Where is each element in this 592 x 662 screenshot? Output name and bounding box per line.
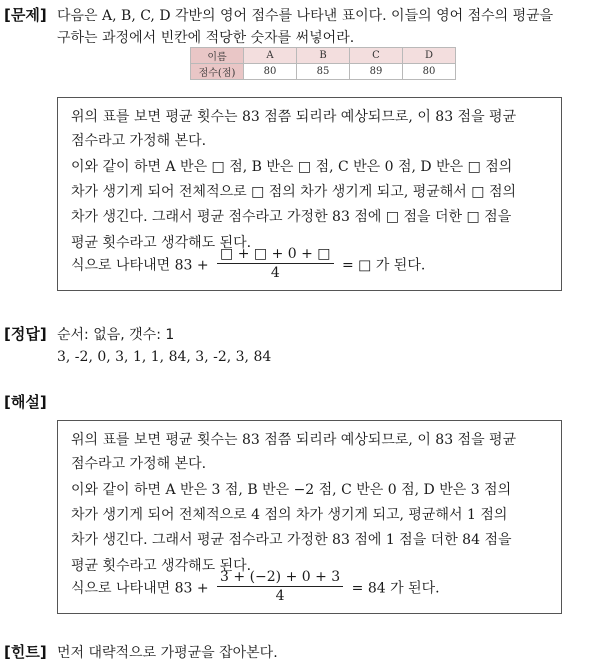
table-row-label: 점수(점) bbox=[191, 64, 244, 80]
explanation-box-line-3: 이와 같이 하면 A 반은 3 점, B 반은 −2 점, C 반은 0 점, D 반은 3 점의 bbox=[71, 482, 512, 498]
formula-suffix: = □ 가 된다. bbox=[341, 257, 426, 274]
table-cell-c: 89 bbox=[350, 64, 403, 80]
formula-numerator: □ + □ + 0 + □ bbox=[217, 246, 333, 264]
explanation-tag: [해설] bbox=[4, 393, 47, 411]
problem-text-line-2: 구하는 과정에서 빈칸에 적당한 숫자를 써넣어라. bbox=[57, 30, 355, 46]
problem-box bbox=[57, 97, 562, 291]
problem-box-line-6: 평균 횟수라고 생각해도 된다. bbox=[71, 235, 252, 251]
table-cell-b: 85 bbox=[297, 64, 350, 80]
problem-tag: [문제] bbox=[4, 6, 47, 24]
explanation-box bbox=[57, 420, 562, 614]
table-header-b: B bbox=[297, 48, 350, 64]
problem-formula bbox=[71, 248, 425, 283]
formula-prefix: 식으로 나타내면 83 + bbox=[71, 257, 209, 274]
hint-text: 먼저 대략적으로 가평균을 잡아본다. bbox=[57, 645, 278, 661]
explanation-box-line-5: 차가 생긴다. 그래서 평균 점수라고 가정한 83 점에 1 점을 더한 84 점을 bbox=[71, 532, 512, 548]
explanation-formula-suffix: = 84 가 된다. bbox=[351, 580, 440, 597]
score-table bbox=[190, 47, 456, 80]
table-header-c: C bbox=[350, 48, 403, 64]
explanation-formula-prefix: 식으로 나타내면 83 + bbox=[71, 580, 209, 597]
problem-box-line-1: 위의 표를 보면 평균 횟수는 83 점쯤 되리라 예상되므로, 이 83 점을 평균 bbox=[71, 109, 517, 125]
problem-box-line-3: 이와 같이 하면 A 반은 □ 점, B 반은 □ 점, C 반은 0 점, D 반은 □ 점의 bbox=[71, 159, 513, 175]
explanation-formula-numerator: 3 + (−2) + 0 + 3 bbox=[217, 569, 343, 587]
table-cell-d: 80 bbox=[403, 64, 456, 80]
explanation-formula bbox=[71, 571, 440, 606]
problem-box-line-5: 차가 생긴다. 그래서 평균 점수라고 가정한 83 점에 □ 점을 더한 □ 점을 bbox=[71, 209, 512, 225]
answer-tag: [정답] bbox=[4, 325, 47, 343]
explanation-formula-denominator: 4 bbox=[275, 588, 285, 604]
table-header-a: A bbox=[244, 48, 297, 64]
formula-fraction bbox=[217, 246, 333, 281]
problem-box-line-2: 점수라고 가정해 본다. bbox=[71, 133, 207, 149]
explanation-box-line-4: 차가 생기게 되어 전체적으로 4 점의 차가 생기게 되고, 평균해서 1 점의 bbox=[71, 507, 508, 523]
table-cell-a: 80 bbox=[244, 64, 297, 80]
score-table-value-row bbox=[191, 64, 456, 80]
score-table-header-row bbox=[191, 48, 456, 64]
explanation-formula-fraction bbox=[217, 569, 343, 604]
hint-tag: [힌트] bbox=[4, 643, 47, 661]
answer-values: 3, -2, 0, 3, 1, 1, 84, 3, -2, 3, 84 bbox=[57, 349, 272, 365]
answer-order-count: 순서: 없음, 갯수: 1 bbox=[57, 327, 175, 343]
problem-text-line-1: 다음은 A, B, C, D 각반의 영어 점수를 나타낸 표이다. 이들의 영어 점수의 평균을 bbox=[57, 8, 554, 24]
problem-box-line-4: 차가 생기게 되어 전체적으로 □ 점의 차가 생기게 되고, 평균해서 □ 점의 bbox=[71, 184, 517, 200]
table-header-d: D bbox=[403, 48, 456, 64]
explanation-box-line-6: 평균 횟수라고 생각해도 된다. bbox=[71, 558, 252, 574]
table-header-name: 이름 bbox=[191, 48, 244, 64]
explanation-box-line-2: 점수라고 가정해 본다. bbox=[71, 456, 207, 472]
formula-denominator: 4 bbox=[270, 265, 280, 281]
explanation-box-line-1: 위의 표를 보면 평균 횟수는 83 점쯤 되리라 예상되므로, 이 83 점을 평균 bbox=[71, 432, 517, 448]
